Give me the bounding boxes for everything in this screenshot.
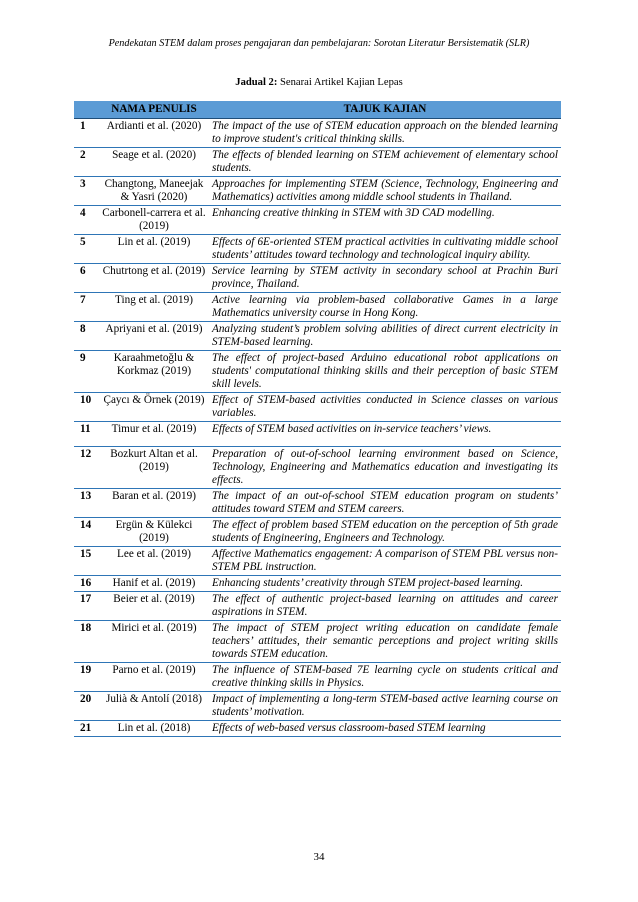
row-number: 2: [74, 148, 99, 177]
row-title: Effects of 6E-oriented STEM practical activities in cultivating middle school students’ attitudes toward technology and technological inquiry ability.: [209, 235, 561, 264]
row-author: Chutrtong et al. (2019): [99, 264, 209, 293]
row-author: Lee et al. (2019): [99, 547, 209, 576]
header-author: NAMA PENULIS: [99, 101, 209, 119]
row-author: Julià & Antolí (2018): [99, 692, 209, 721]
row-title: The influence of STEM-based 7E learning cycle on students critical and creative thinking skills in Physics.: [209, 663, 561, 692]
row-author: Baran et al. (2019): [99, 489, 209, 518]
table-row: [74, 148, 561, 177]
row-number: 12: [74, 447, 99, 489]
table-row: [74, 293, 561, 322]
table-row: [74, 692, 561, 721]
page-number: 34: [313, 851, 325, 863]
row-title: Service learning by STEM activity in secondary school at Prachin Buri province, Thailand.: [209, 264, 561, 293]
table-body: [74, 119, 561, 737]
row-number: 8: [74, 322, 99, 351]
table-row: [74, 119, 561, 148]
row-title: The effect of problem based STEM education on the perception of 5th grade students of Engineering, Engineers and Technology.: [209, 518, 561, 547]
row-title: Effect of STEM-based activities conducted in Science classes on various variables.: [209, 393, 561, 422]
table-row: [74, 206, 561, 235]
row-title: Enhancing creative thinking in STEM with 3D CAD modelling.: [209, 206, 561, 235]
row-number: 17: [74, 592, 99, 621]
row-title: Preparation of out-of-school learning environment based on Science, Technology, Engineering and Mathematics education and investigating its effects.: [209, 447, 561, 489]
row-title: The effects of blended learning on STEM achievement of elementary school students.: [209, 148, 561, 177]
row-author: Carbonell-carrera et al. (2019): [99, 206, 209, 235]
row-number: 5: [74, 235, 99, 264]
table-row: [74, 351, 561, 393]
row-title: Effects of web‑based versus classroom‑based STEM learning: [209, 721, 561, 737]
row-number: 14: [74, 518, 99, 547]
table-row: [74, 235, 561, 264]
row-title: Affective Mathematics engagement: A comparison of STEM PBL versus non-STEM PBL instruction.: [209, 547, 561, 576]
table-row: [74, 322, 561, 351]
table-row: [74, 422, 561, 447]
row-number: 9: [74, 351, 99, 393]
row-number: 6: [74, 264, 99, 293]
table-row: [74, 547, 561, 576]
row-author: Mirici et al. (2019): [99, 621, 209, 663]
table-row: [74, 576, 561, 592]
table-row: [74, 447, 561, 489]
row-number: 18: [74, 621, 99, 663]
row-title: Enhancing students’ creativity through STEM project-based learning.: [209, 576, 561, 592]
row-title: The impact of an out-of-school STEM education program on students’ attitudes toward STEM and STEM careers.: [209, 489, 561, 518]
row-title: The effect of project-based Arduino educational robot applications on students' computational thinking skills and their perception of basic STEM skill levels.: [209, 351, 561, 393]
table-row: [74, 663, 561, 692]
row-title: The effect of authentic project-based learning on attitudes and career aspirations in STEM.: [209, 592, 561, 621]
row-number: 19: [74, 663, 99, 692]
row-number: 1: [74, 119, 99, 148]
row-author: Seage et al. (2020): [99, 148, 209, 177]
row-title: The impact of STEM project writing education on candidate female teachers’ attitudes, their semantic perceptions and project writing skills towards STEM education.: [209, 621, 561, 663]
row-author: Karaahmetoğlu & Korkmaz (2019): [99, 351, 209, 393]
row-author: Timur et al. (2019): [99, 422, 209, 447]
literature-table: [74, 101, 561, 737]
row-author: Beier et al. (2019): [99, 592, 209, 621]
table-caption: [0, 77, 638, 88]
row-number: 16: [74, 576, 99, 592]
table-row: [74, 264, 561, 293]
header-title: TAJUK KAJIAN: [209, 101, 561, 119]
row-author: Apriyani et al. (2019): [99, 322, 209, 351]
row-number: 4: [74, 206, 99, 235]
table-header-row: [74, 101, 561, 119]
row-title: Effects of STEM based activities on in-service teachers’ views.: [209, 422, 561, 447]
row-author: Ergün & Külekci (2019): [99, 518, 209, 547]
row-title: Approaches for implementing STEM (Science, Technology, Engineering and Mathematics) activities among middle school students in Thailand.: [209, 177, 561, 206]
row-author: Çaycı & Örnek (2019): [99, 393, 209, 422]
row-author: Ardianti et al. (2020): [99, 119, 209, 148]
row-number: 15: [74, 547, 99, 576]
row-number: 21: [74, 721, 99, 737]
row-number: 11: [74, 422, 99, 447]
row-author: Lin et al. (2018): [99, 721, 209, 737]
row-author: Changtong, Maneejak & Yasri (2020): [99, 177, 209, 206]
row-number: 3: [74, 177, 99, 206]
row-number: 13: [74, 489, 99, 518]
row-author: Ting et al. (2019): [99, 293, 209, 322]
table-row: [74, 721, 561, 737]
row-title: Analyzing student’s problem solving abilities of direct current electricity in STEM-based learning.: [209, 322, 561, 351]
row-author: Parno et al. (2019): [99, 663, 209, 692]
row-author: Hanif et al. (2019): [99, 576, 209, 592]
table-row: [74, 393, 561, 422]
table-row: [74, 518, 561, 547]
header-number: [74, 101, 99, 119]
table-row: [74, 489, 561, 518]
row-title: The impact of the use of STEM education approach on the blended learning to improve student's critical thinking skills.: [209, 119, 561, 148]
row-number: 10: [74, 393, 99, 422]
row-title: Active learning via problem-based collaborative Games in a large Mathematics university course in Hong Kong.: [209, 293, 561, 322]
caption-text: Senarai Artikel Kajian Lepas: [277, 77, 403, 88]
row-number: 7: [74, 293, 99, 322]
row-author: Lin et al. (2019): [99, 235, 209, 264]
table-row: [74, 177, 561, 206]
running-header: Pendekatan STEM dalam proses pengajaran dan pembelajaran: Sorotan Literatur Bersistematik (SLR): [108, 38, 530, 49]
row-author: Bozkurt Altan et al. (2019): [99, 447, 209, 489]
row-title: Impact of implementing a long-term STEM-based active learning course on students’ motivation.: [209, 692, 561, 721]
caption-label: Jadual 2:: [235, 77, 278, 88]
row-number: 20: [74, 692, 99, 721]
table-row: [74, 592, 561, 621]
table-row: [74, 621, 561, 663]
